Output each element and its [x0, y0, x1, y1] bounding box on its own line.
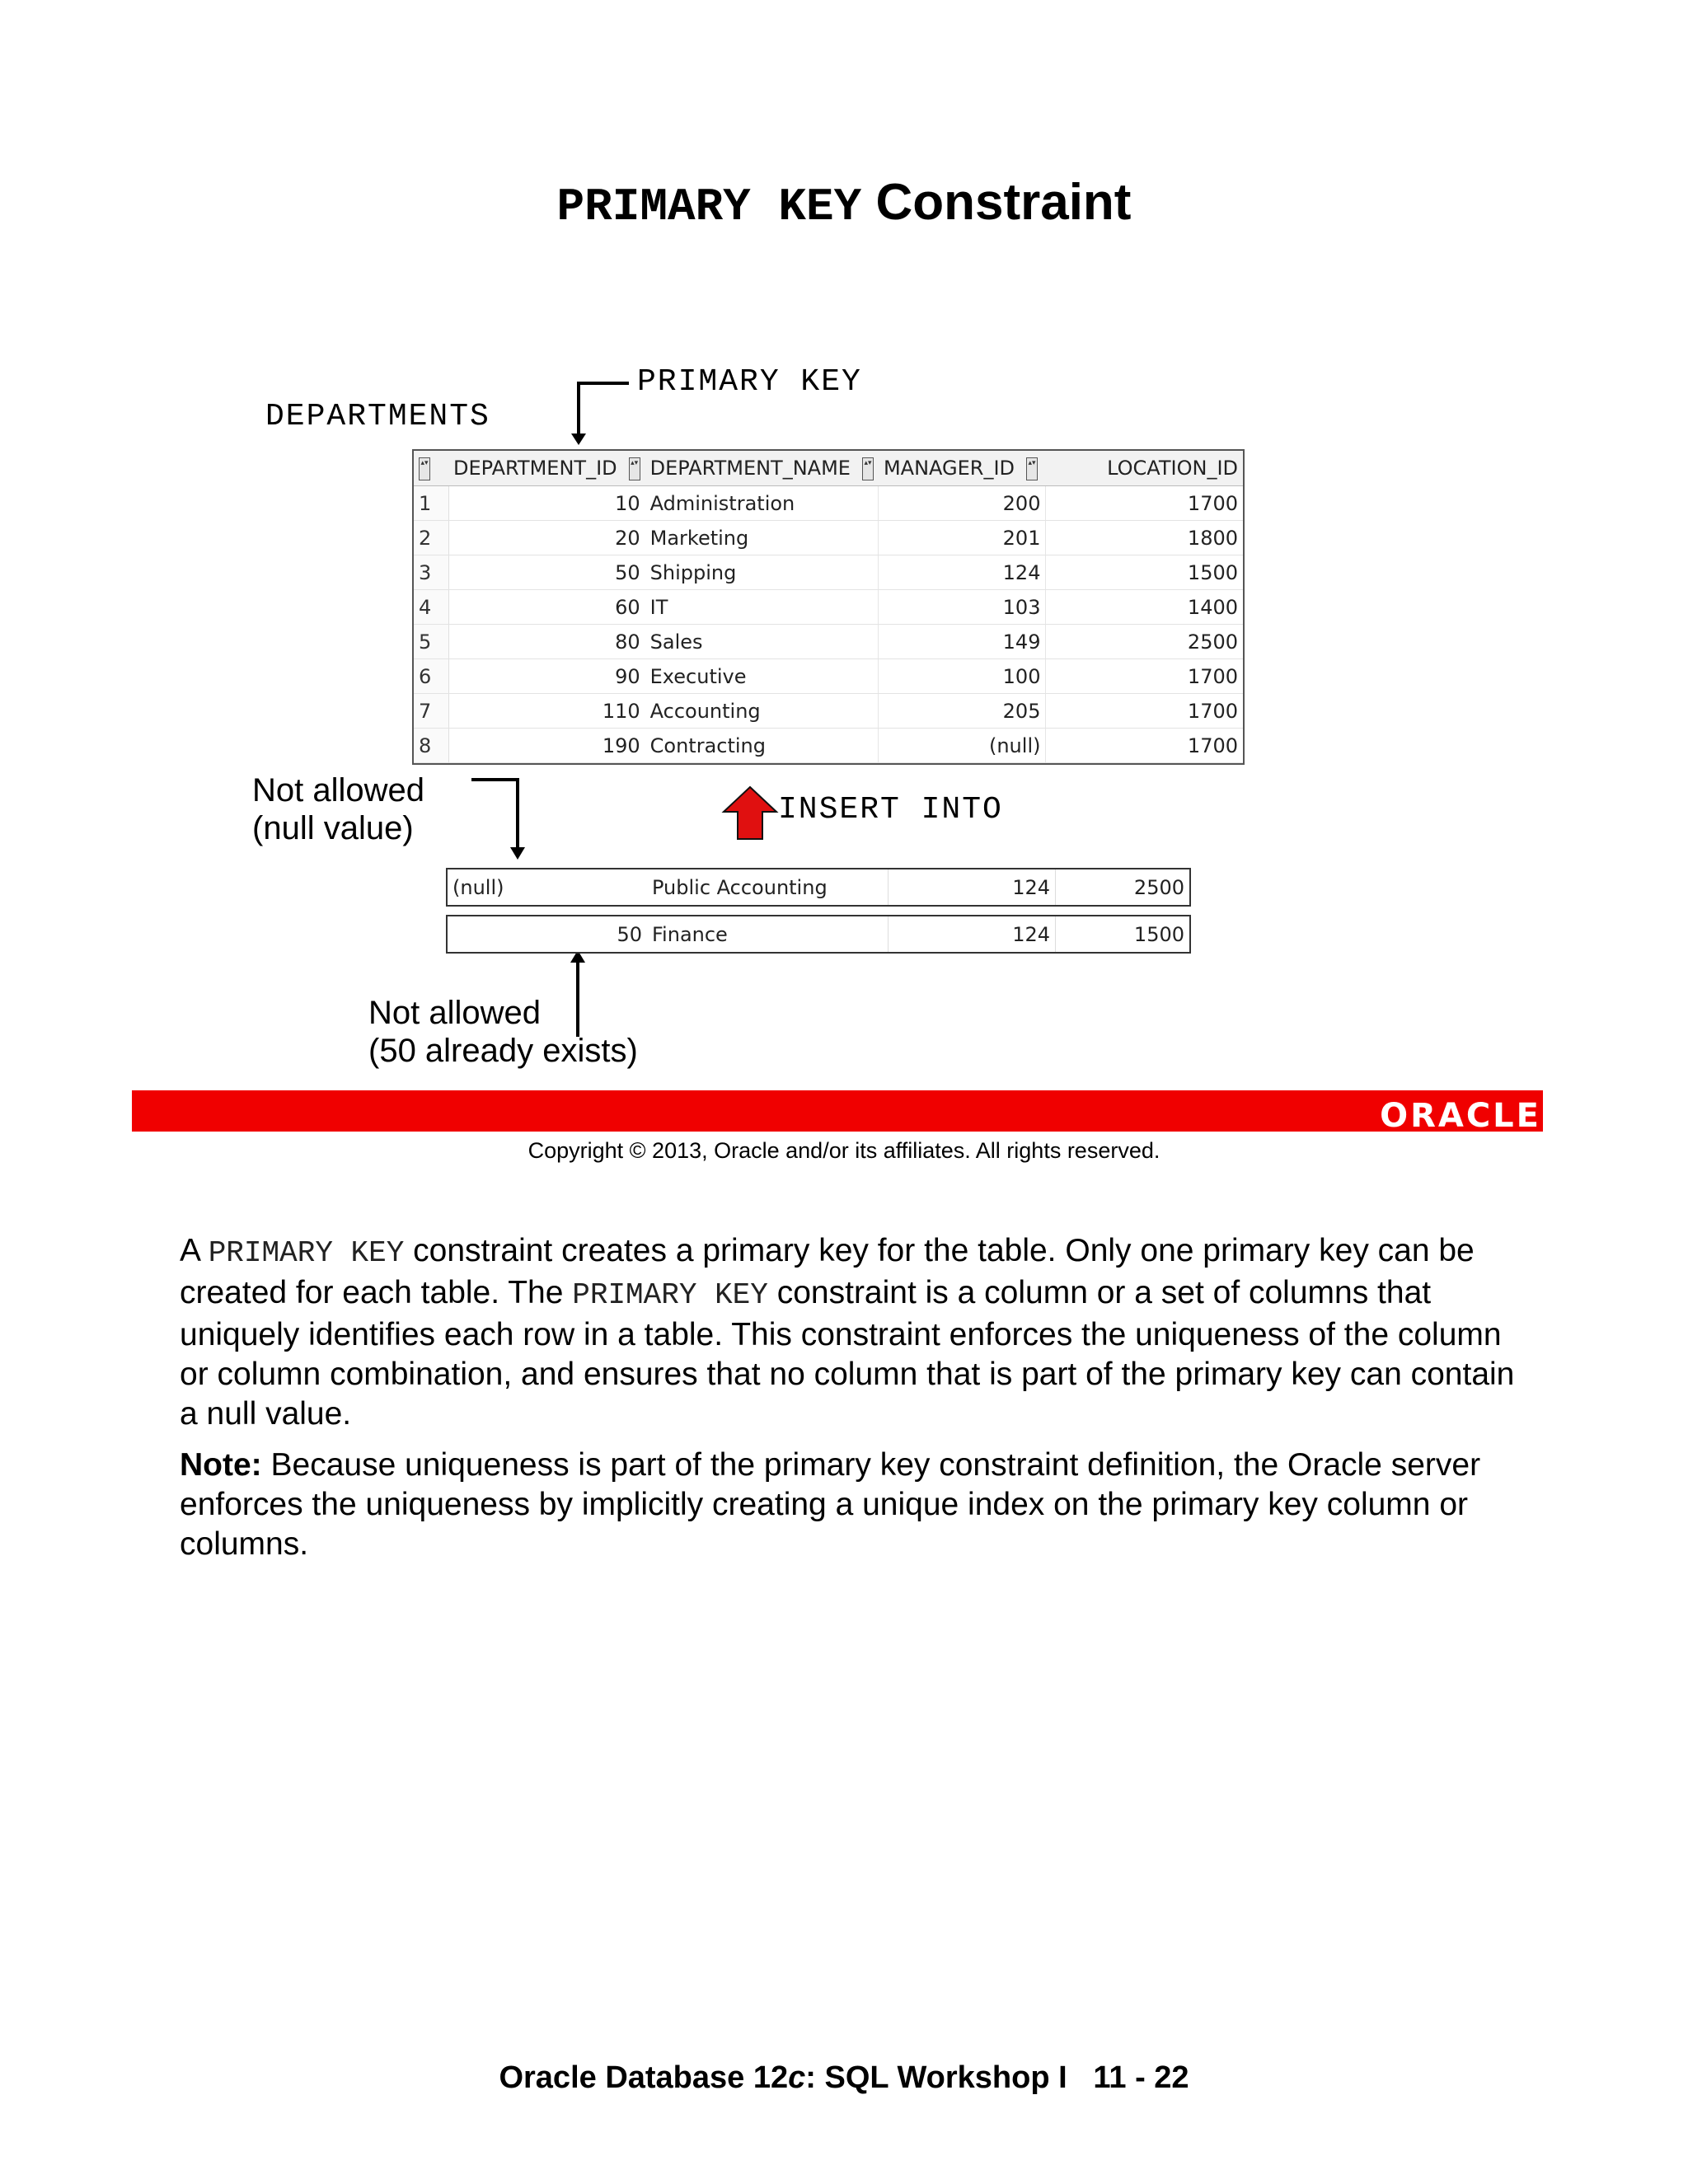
cell-department-name: Marketing	[645, 521, 879, 555]
cell-department-name: Public Accounting	[647, 869, 889, 905]
cell-manager-id: (null)	[879, 729, 1046, 763]
row-number: 7	[414, 694, 448, 729]
cell-location-id: 1500	[1046, 555, 1243, 590]
note-null-line1: Not allowed	[252, 772, 425, 808]
cell-department-id: (null)	[452, 875, 504, 899]
cell-department-name: Accounting	[645, 694, 879, 729]
cell-location-id: 2500	[1046, 625, 1243, 659]
column-header[interactable]: LOCATION_ID	[1046, 451, 1243, 486]
table-row	[414, 694, 1243, 729]
table-row	[414, 625, 1243, 659]
text: Because uniqueness is part of the primary key constraint definition, the Oracle server enforces the uniqueness by implicitly creating a unique index on the primary key column or columns.	[180, 1447, 1481, 1562]
cell-manager-id: 103	[879, 590, 1046, 625]
oracle-logo: ORACLE	[1380, 1097, 1541, 1135]
paragraph-note	[180, 1446, 1531, 1564]
insert-into-label: INSERT INTO	[778, 792, 1003, 827]
cell-location-id: 1500	[1133, 922, 1184, 946]
copyright-text: Copyright © 2013, Oracle and/or its affiliates. All rights reserved.	[528, 1138, 1160, 1163]
departments-table	[412, 449, 1245, 765]
cell-department-id: 90	[448, 659, 645, 694]
row-number: 1	[414, 486, 448, 521]
note-dup-line1: Not allowed	[368, 995, 542, 1031]
note-duplicate	[368, 994, 638, 1070]
null-arrow	[471, 780, 518, 849]
note-null-line2: (null value)	[252, 810, 414, 846]
pk-arrow	[579, 383, 629, 435]
row-number: 6	[414, 659, 448, 694]
cell-department-id: 80	[448, 625, 645, 659]
footer-italic: c	[788, 2060, 806, 2095]
cell-department-name: Executive	[645, 659, 879, 694]
cell-department-id: 110	[448, 694, 645, 729]
keyword: PRIMARY KEY	[572, 1278, 768, 1312]
pk-label: PRIMARY KEY	[637, 364, 862, 400]
table-row	[414, 555, 1243, 590]
body-text	[180, 1231, 1531, 1576]
keyword: PRIMARY KEY	[208, 1236, 405, 1270]
insert-arrow-icon	[724, 787, 776, 839]
column-header[interactable]: DEPARTMENT_NAME ▴▾	[645, 451, 879, 486]
column-header[interactable]: DEPARTMENT_ID ▴▾	[448, 451, 645, 486]
table-name-label: DEPARTMENTS	[265, 399, 490, 434]
table-row	[414, 659, 1243, 694]
cell-department-name: Administration	[645, 486, 879, 521]
cell-department-name: IT	[645, 590, 879, 625]
cell-department-id: 10	[448, 486, 645, 521]
cell-manager-id: 205	[879, 694, 1046, 729]
table-header-row	[414, 451, 1243, 486]
cell-manager-id: 124	[889, 916, 1056, 952]
note-label: Note:	[180, 1447, 262, 1483]
cell-manager-id: 124	[889, 869, 1056, 905]
pk-arrowhead	[571, 434, 586, 445]
cell-manager-id: 100	[879, 659, 1046, 694]
null-arrowhead	[510, 847, 525, 860]
text: constraint creates a primary key for the table. Only one primary key can be created for each table. The	[180, 1233, 1475, 1310]
cell-location-id: 1400	[1046, 590, 1243, 625]
row-number: 5	[414, 625, 448, 659]
sort-icon[interactable]: ▴▾	[862, 457, 874, 480]
row-number: 4	[414, 590, 448, 625]
page-footer	[0, 2060, 1688, 2096]
footer-page: : SQL Workshop I 11 - 22	[805, 2060, 1189, 2095]
cell-manager-id: 200	[879, 486, 1046, 521]
cell-department-id: 60	[448, 590, 645, 625]
row-number: 8	[414, 729, 448, 763]
note-null	[252, 771, 424, 847]
cell-department-id: 50	[448, 555, 645, 590]
table-row	[414, 729, 1243, 763]
row-number: 2	[414, 521, 448, 555]
paragraph-1	[180, 1231, 1531, 1434]
oracle-banner	[132, 1090, 1543, 1132]
text: constraint is a column or a set of columns that uniquely identifies each row in a table. This constraint enforces the uniqueness of the column or column combination, and ensures that no column that is part of the primary key can contain a null value.	[180, 1275, 1515, 1432]
cell-location-id: 2500	[1133, 875, 1184, 899]
insert-row-null	[446, 868, 1191, 907]
cell-department-name: Shipping	[645, 555, 879, 590]
table-row	[414, 486, 1243, 521]
cell-manager-id: 149	[879, 625, 1046, 659]
cell-location-id: 1700	[1046, 659, 1243, 694]
note-dup-line2: (50 already exists)	[368, 1033, 638, 1069]
cell-department-name: Finance	[647, 916, 889, 952]
cell-department-id: 50	[617, 922, 642, 946]
title-keyword: PRIMARY KEY	[556, 180, 862, 233]
cell-location-id: 1700	[1046, 694, 1243, 729]
sort-icon[interactable]: ▴▾	[419, 457, 430, 480]
table-row	[414, 590, 1243, 625]
row-number: 3	[414, 555, 448, 590]
table-row	[414, 521, 1243, 555]
cell-location-id: 1700	[1046, 729, 1243, 763]
cell-department-name: Contracting	[645, 729, 879, 763]
cell-department-id: 190	[448, 729, 645, 763]
title-rest: Constraint	[875, 174, 1132, 231]
text: A	[180, 1233, 209, 1268]
footer-text: Oracle Database 12	[499, 2060, 789, 2095]
rownum-header	[414, 451, 448, 486]
insert-row-duplicate	[446, 915, 1191, 954]
cell-location-id: 1700	[1046, 486, 1243, 521]
cell-department-id: 20	[448, 521, 645, 555]
cell-manager-id: 124	[879, 555, 1046, 590]
cell-location-id: 1800	[1046, 521, 1243, 555]
column-header[interactable]: MANAGER_ID ▴▾	[879, 451, 1046, 486]
cell-manager-id: 201	[879, 521, 1046, 555]
cell-department-name: Sales	[645, 625, 879, 659]
sort-icon[interactable]: ▴▾	[1026, 457, 1038, 480]
sort-icon[interactable]: ▴▾	[629, 457, 640, 480]
